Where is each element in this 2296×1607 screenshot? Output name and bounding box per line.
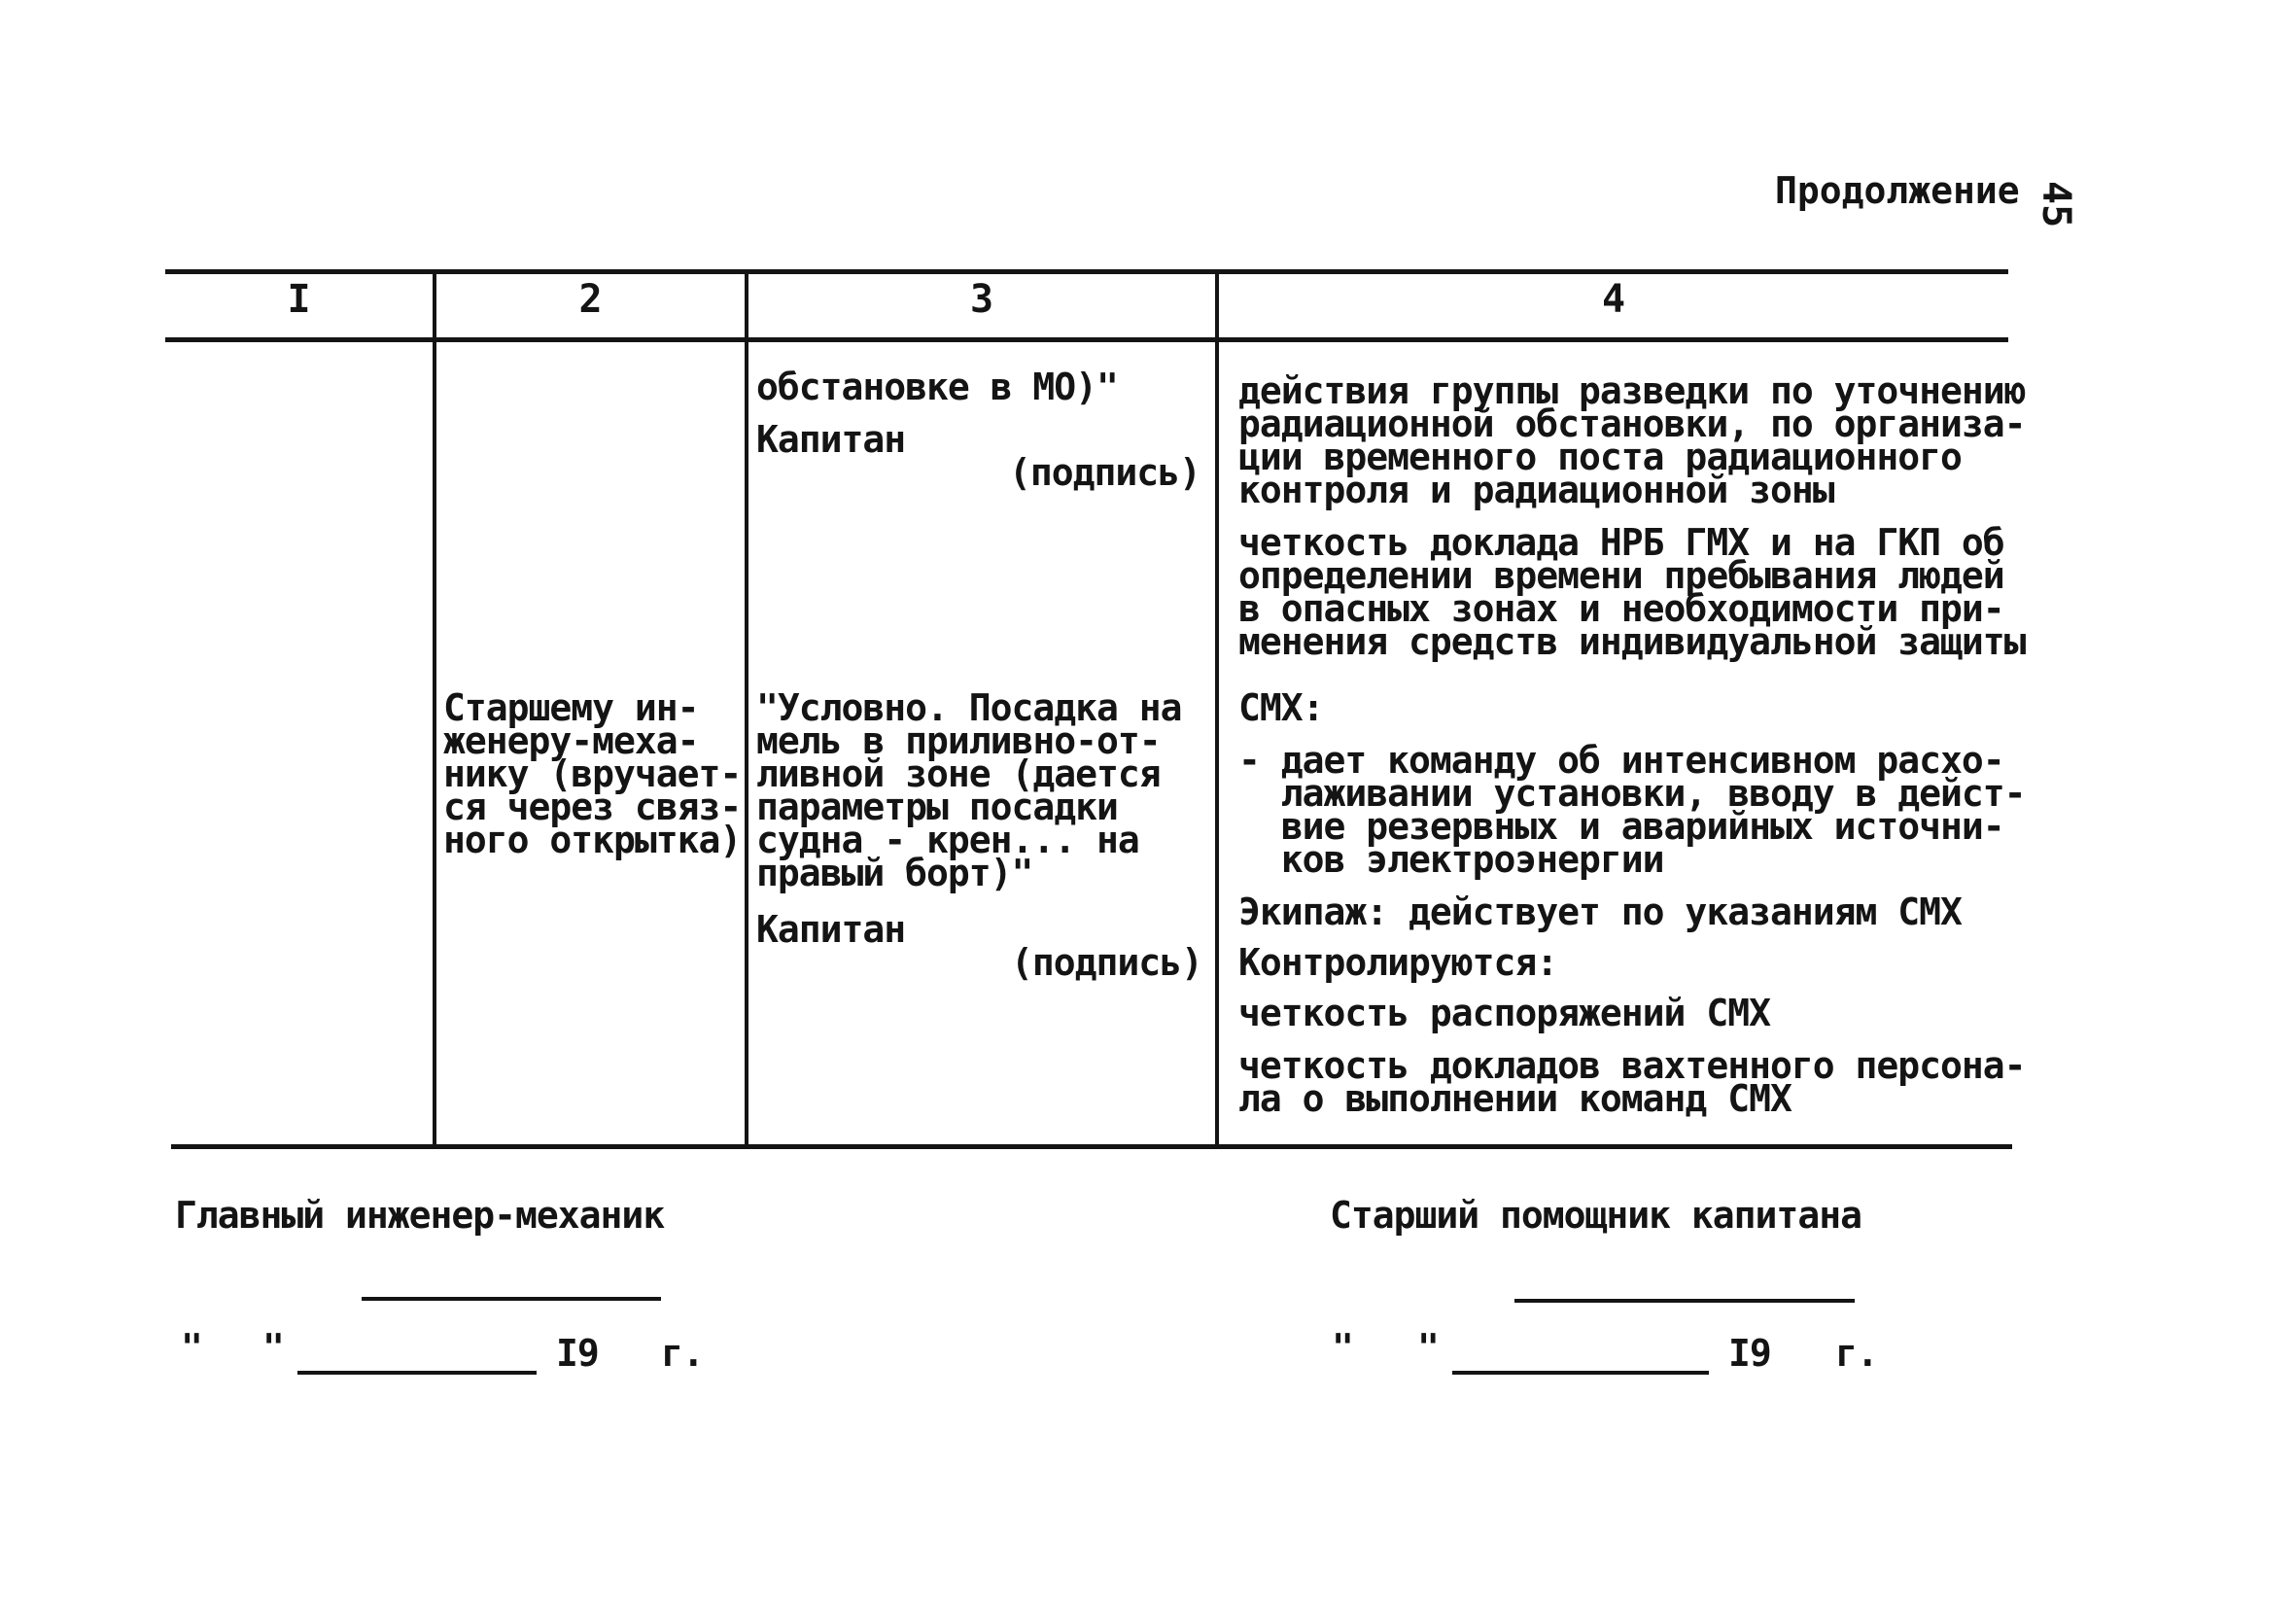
text-line: Старшему ин- (443, 686, 699, 729)
text-line: "Условно. Посадка на (756, 686, 1182, 729)
column-header-1: I (287, 277, 311, 322)
left-date-quote-close: " (262, 1326, 284, 1369)
text-line: ного открытка) (443, 819, 742, 861)
column-header-3: 3 (969, 277, 994, 322)
text-line: контроля и радиационной зоны (1238, 469, 1834, 511)
column-divider-1 (433, 269, 436, 1149)
col4-crew: Экипаж: действует по указаниям СМХ (1238, 891, 1962, 933)
right-year-prefix: I9 (1728, 1332, 1771, 1375)
column-header-2: 2 (578, 277, 603, 322)
text-line: четкость докладов вахтенного персона- (1238, 1044, 2026, 1087)
text-line: женеру-меха- (443, 719, 699, 762)
text-line: действия группы разведки по уточнению (1238, 369, 2026, 412)
text-line: ла о выполнении команд СМХ (1238, 1077, 1792, 1120)
left-date-line (297, 1371, 537, 1375)
text-line: мель в приливно-от- (756, 719, 1161, 762)
right-year-suffix: г. (1835, 1332, 1878, 1375)
text-line: четкость доклада НРБ ГМХ и на ГКП об (1238, 521, 2004, 564)
left-date-quote-open: " (181, 1326, 202, 1369)
right-date-quote-close: " (1417, 1326, 1439, 1369)
text-line: параметры посадки (756, 786, 1118, 828)
col4-controlled-label: Контролируются: (1238, 941, 1558, 984)
col3-block1-signature: (подпись) (1009, 451, 1200, 494)
text-line: менения средств индивидуальной защиты (1238, 620, 2026, 663)
text-line: определении времени пребывания людей (1238, 554, 2004, 597)
col3-block2-signature: (подпись) (1011, 941, 1202, 984)
left-year-prefix: I9 (556, 1332, 599, 1375)
text-line: вие резервных и аварийных источни- (1238, 805, 2004, 848)
col3-block1-line: обстановке в МО)" (756, 366, 1118, 408)
col4-smx-label: СМХ: (1238, 686, 1324, 729)
table-top-rule (165, 269, 2008, 274)
text-line: в опасных зонах и необходимости при- (1238, 587, 2004, 630)
text-line: - дает команду об интенсивном расхо- (1238, 739, 2004, 782)
text-line: ции временного поста радиационного (1238, 436, 1962, 478)
left-signature-line (362, 1297, 661, 1301)
column-divider-2 (745, 269, 748, 1149)
left-year-suffix: г. (661, 1332, 704, 1375)
right-signatory-title: Старший помощник капитана (1330, 1194, 1861, 1237)
text-line: радиационной обстановки, по организа- (1238, 402, 2026, 445)
page-number: 45 (2034, 181, 2078, 228)
table-bottom-rule (171, 1144, 2012, 1149)
column-header-4: 4 (1601, 277, 1626, 322)
text-line: лаживании установки, вводу в дейст- (1238, 772, 2026, 815)
right-signature-line (1514, 1299, 1855, 1303)
col3-block2-role: Капитан (756, 908, 906, 951)
col3-block1-role: Капитан (756, 418, 906, 461)
text-line: ся через связ- (443, 786, 742, 828)
continuation-label: Продолжение (1775, 169, 2020, 212)
right-date-quote-open: " (1332, 1326, 1353, 1369)
text-line: ливной зоне (дается (756, 752, 1161, 795)
table-header-rule (165, 337, 2008, 342)
col4-control-1: четкость распоряжений СМХ (1238, 992, 1770, 1034)
text-line: судна - крен... на (756, 819, 1139, 861)
text-line: нику (вручает- (443, 752, 742, 795)
text-line: ков электроэнергии (1238, 838, 1664, 881)
text-line: правый борт)" (756, 852, 1033, 894)
right-date-line (1452, 1371, 1709, 1375)
column-divider-3 (1215, 269, 1219, 1149)
left-signatory-title: Главный инженер-механик (175, 1194, 665, 1237)
